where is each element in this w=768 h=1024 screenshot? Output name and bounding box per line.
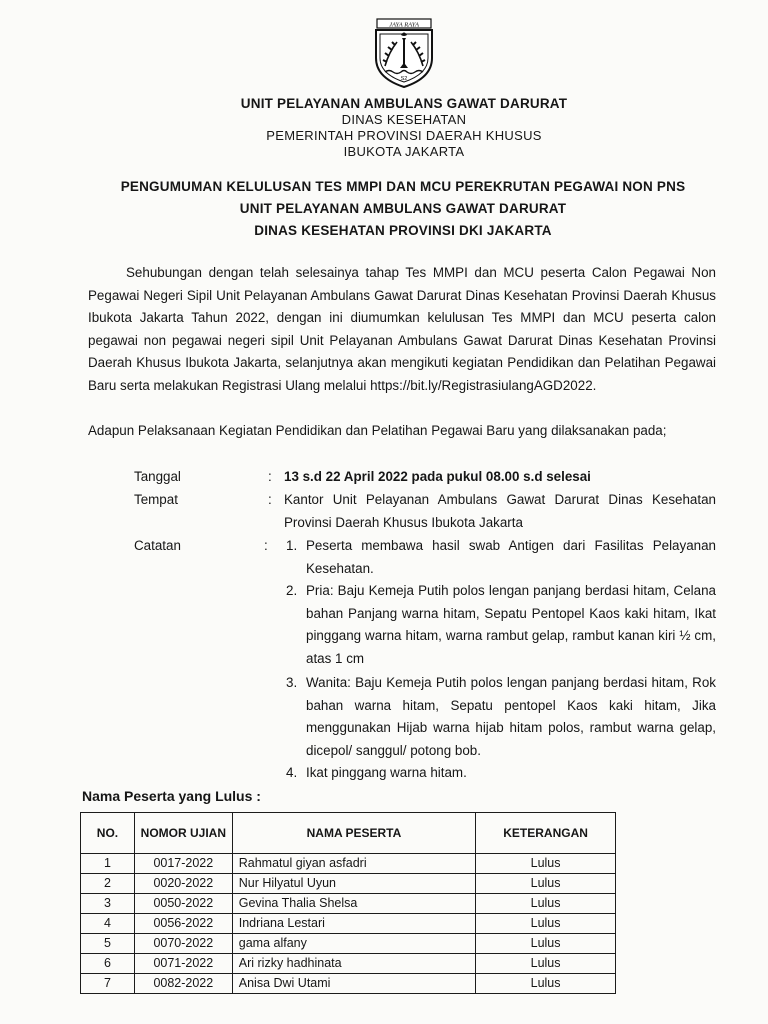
cell-exam-number: 0017-2022 (134, 854, 232, 874)
note-text: Peserta membawa hasil swab Antigen dari Fasilitas Pelayanan Kesehatan. (306, 538, 716, 576)
date-colon: : (268, 469, 272, 484)
svg-text:JAYA RAYA: JAYA RAYA (389, 21, 419, 29)
note-number: 2. (286, 583, 298, 598)
passed-participants-table (80, 812, 616, 994)
cell-status: Lulus (476, 854, 616, 874)
table-row (81, 854, 616, 874)
table-row (81, 914, 616, 934)
cell-status: Lulus (476, 914, 616, 934)
place-value: Kantor Unit Pelayanan Ambulans Gawat Darurat Dinas Kesehatan Provinsi Daerah Khusus Ibukota Jakarta (284, 492, 716, 530)
note-text: Pria: Baju Kemeja Putih polos lengan panjang berdasi hitam, Celana bahan Panjang warna hitam, Sepatu Pentopel Kaos kaki hitam, Ikat pinggang warna hitam, warna rambut gelap, rambut kanan kiri ½ cm, atas 1 cm (306, 583, 716, 666)
jakarta-emblem-logo (371, 18, 437, 88)
note-number: 3. (286, 675, 298, 690)
intro-text: Sehubungan dengan telah selesainya tahap Tes MMPI dan MCU peserta Calon Pegawai Non Pegawai Negeri Sipil Unit Pelayanan Ambulans Gawat Darurat Dinas Kesehatan Provinsi Daerah Khusus Ibukota Jakarta Tahun 2022, dengan ini diumumkan kelulusan Tes MMPI dan MCU peserta calon pegawai non pegawai negeri sipil Unit Pelayanan Ambulans Gawat Darurat Dinas Kesehatan Provinsi Daerah Khusus Ibukota Jakarta, selanjutnya akan mengikuti kegiatan Pendidikan dan Pelatihan Pegawai Baru serta melakukan Registrasi Ulang melalui (88, 265, 716, 393)
column-header-name: NAMA PESERTA (232, 813, 475, 854)
cell-exam-number: 0082-2022 (134, 974, 232, 994)
cell-status: Lulus (476, 974, 616, 994)
org-government: PEMERINTAH PROVINSI DAERAH KHUSUS (266, 128, 542, 143)
cell-status: Lulus (476, 954, 616, 974)
note-item (286, 535, 716, 580)
note-item (286, 580, 716, 670)
passed-participants-heading: Nama Peserta yang Lulus : (82, 788, 261, 804)
letterhead (0, 96, 768, 160)
cell-name: Ari rizky hadhinata (232, 954, 475, 974)
date-value: 13 s.d 22 April 2022 pada pukul 08.00 s.d selesai (284, 469, 591, 484)
note-item (286, 672, 716, 762)
cell-no: 5 (81, 934, 135, 954)
notes-colon: : (264, 538, 268, 553)
announcement-title (0, 176, 768, 242)
column-header-no: NO. (81, 813, 135, 854)
schedule-intro: Adapun Pelaksanaan Kegiatan Pendidikan dan Pelatihan Pegawai Baru yang dilaksanakan pada; (88, 423, 667, 438)
cell-exam-number: 0070-2022 (134, 934, 232, 954)
note-text: Ikat pinggang warna hitam. (306, 765, 467, 780)
cell-no: 1 (81, 854, 135, 874)
table-header-row (81, 813, 616, 854)
table-row (81, 894, 616, 914)
title-line-1: PENGUMUMAN KELULUSAN TES MMPI DAN MCU PEREKRUTAN PEGAWAI NON PNS (120, 179, 686, 194)
column-header-status: KETERANGAN (476, 813, 616, 854)
date-label: Tanggal (134, 469, 181, 484)
cell-no: 7 (81, 974, 135, 994)
place-colon: : (268, 492, 272, 507)
cell-no: 6 (81, 954, 135, 974)
cell-name: gama alfany (232, 934, 475, 954)
cell-no: 3 (81, 894, 135, 914)
title-line-2: UNIT PELAYANAN AMBULANS GAWAT DARURAT (239, 201, 567, 216)
registration-link[interactable]: https://bit.ly/RegistrasiulangAGD2022. (370, 377, 597, 393)
cell-exam-number: 0020-2022 (134, 874, 232, 894)
org-name: UNIT PELAYANAN AMBULANS GAWAT DARURAT (240, 96, 568, 111)
cell-name: Anisa Dwi Utami (232, 974, 475, 994)
cell-exam-number: 0071-2022 (134, 954, 232, 974)
table-row (81, 954, 616, 974)
cell-status: Lulus (476, 874, 616, 894)
table-row (81, 874, 616, 894)
note-item (286, 762, 716, 785)
cell-status: Lulus (476, 934, 616, 954)
cell-name: Rahmatul giyan asfadri (232, 854, 475, 874)
cell-no: 4 (81, 914, 135, 934)
note-text: Wanita: Baju Kemeja Putih polos lengan panjang berdasi hitam, Rok bahan warna hitam, Sepatu pentopel Kaos kaki hitam, Jika menggunakan Hijab warna hijab hitam polos, rambut warna gelap, dicepol/ sanggul/ potong bob. (306, 675, 716, 758)
title-line-3: DINAS KESEHATAN PROVINSI DKI JAKARTA (254, 223, 552, 238)
cell-no: 2 (81, 874, 135, 894)
org-department: DINAS KESEHATAN (341, 112, 467, 127)
intro-paragraph (88, 262, 716, 397)
cell-name: Indriana Lestari (232, 914, 475, 934)
table-row (81, 974, 616, 994)
column-header-exam-number: NOMOR UJIAN (134, 813, 232, 854)
cell-exam-number: 0056-2022 (134, 914, 232, 934)
cell-status: Lulus (476, 894, 616, 914)
org-city: IBUKOTA JAKARTA (343, 144, 465, 159)
svg-text:S2: S2 (400, 76, 408, 82)
place-label: Tempat (134, 492, 178, 507)
table-row (81, 934, 616, 954)
note-number: 4. (286, 765, 298, 780)
cell-name: Nur Hilyatul Uyun (232, 874, 475, 894)
note-number: 1. (286, 538, 298, 553)
notes-label: Catatan (134, 538, 181, 553)
cell-exam-number: 0050-2022 (134, 894, 232, 914)
cell-name: Gevina Thalia Shelsa (232, 894, 475, 914)
